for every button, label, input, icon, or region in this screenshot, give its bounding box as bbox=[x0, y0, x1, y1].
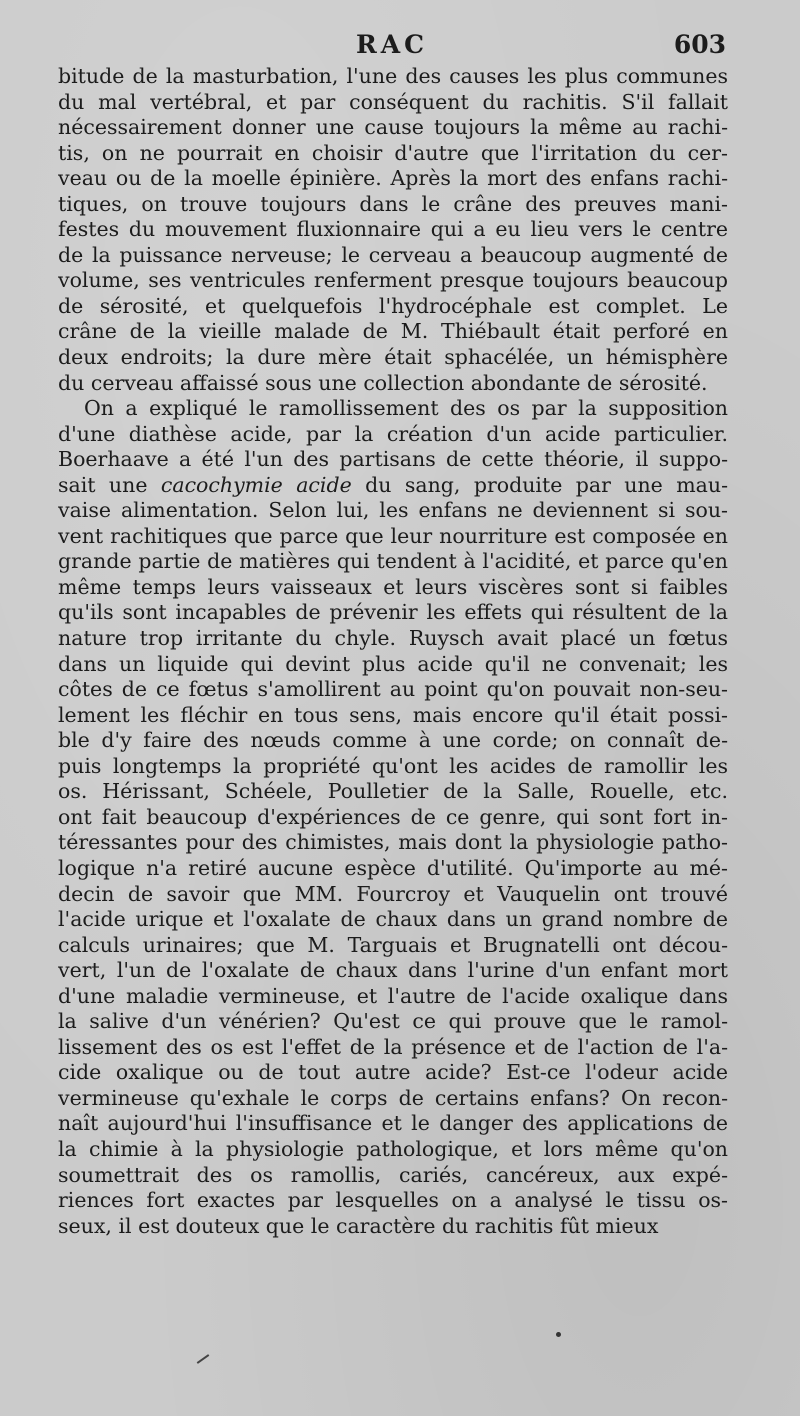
text-line: logique n'a retiré aucune espèce d'utilité. Qu'importe au mé- bbox=[58, 855, 728, 880]
text-line: ont fait beaucoup d'expériences de ce genre, qui sont fort in- bbox=[58, 804, 728, 829]
text-line: téressantes pour des chimistes, mais dont la physiologie patho- bbox=[58, 830, 728, 855]
text-line: dans un liquide qui devint plus acide qu'il ne convenait; les bbox=[58, 651, 728, 676]
text-line: seux, il est douteux que le caractère du rachitis fût mieux bbox=[58, 1213, 659, 1238]
text-line: soumettrait des os ramollis, cariés, cancéreux, aux expé- bbox=[58, 1162, 728, 1187]
text-line: grande partie de matières qui tendent à l'acidité, et parce qu'en bbox=[58, 549, 728, 574]
text-line: côtes de ce fœtus s'amollirent au point qu'on pouvait non-seu- bbox=[58, 677, 728, 702]
text-line: ble d'y faire des nœuds comme à une corde; on connaît de- bbox=[58, 728, 728, 753]
text-line: Boerhaave a été l'un des partisans de cette théorie, il suppo- bbox=[58, 447, 728, 472]
page-number: 603 bbox=[673, 30, 726, 59]
text-line: crâne de la vieille malade de M. Thiébault était perforé en bbox=[58, 319, 728, 344]
text-line: On a expliqué le ramollissement des os par la supposition bbox=[84, 396, 728, 421]
text-line: riences fort exactes par lesquelles on a analysé le tissu os- bbox=[58, 1188, 728, 1213]
scan-scratch bbox=[197, 1354, 210, 1364]
text-line: du cerveau affaissé sous une collection abondante de sérosité. bbox=[58, 370, 708, 395]
text-line: cide oxalique ou de tout autre acide? Est-ce l'odeur acide bbox=[58, 1060, 728, 1085]
text-line: deux endroits; la dure mère était sphacélée, un hémisphère bbox=[58, 345, 728, 370]
running-head: RAC bbox=[355, 30, 429, 59]
text-line: festes du mouvement fluxionnaire qui a eu lieu vers le centre bbox=[58, 217, 728, 242]
text-line: lement les fléchir en tous sens, mais encore qu'il était possi- bbox=[58, 702, 728, 727]
text-line: sait une cacochymie acide du sang, produite par une mau- bbox=[58, 472, 728, 497]
text-line: l'acide urique et l'oxalate de chaux dans un grand nombre de bbox=[58, 907, 728, 932]
text-line: tis, on ne pourrait en choisir d'autre que l'irritation du cer- bbox=[58, 140, 728, 165]
text-line: vent rachitiques que parce que leur nourriture est composée en bbox=[58, 523, 728, 548]
text-line: qu'ils sont incapables de prévenir les effets qui résultent de la bbox=[58, 600, 728, 625]
text-line: tiques, on trouve toujours dans le crâne des preuves mani- bbox=[58, 191, 728, 216]
text-line: d'une diathèse acide, par la création d'un acide particulier. bbox=[58, 421, 728, 446]
text-line: volume, ses ventricules renferment presque toujours beaucoup bbox=[58, 268, 728, 293]
text-line: de sérosité, et quelquefois l'hydrocéphale est complet. Le bbox=[58, 293, 728, 318]
text-line: vert, l'un de l'oxalate de chaux dans l'urine d'un enfant mort bbox=[58, 958, 728, 983]
text-line: decin de savoir que MM. Fourcroy et Vauquelin ont trouvé bbox=[58, 881, 728, 906]
text-line: vaise alimentation. Selon lui, les enfans ne deviennent si sou- bbox=[58, 498, 728, 523]
text-line: calculs urinaires; que M. Targuais et Brugnatelli ont décou- bbox=[58, 932, 728, 957]
scan-speck bbox=[556, 1332, 561, 1337]
body-text bbox=[58, 64, 728, 1239]
text-line: la salive d'un vénérien? Qu'est ce qui prouve que le ramol- bbox=[58, 1009, 728, 1034]
text-line: naît aujourd'hui l'insuffisance et le danger des applications de bbox=[58, 1111, 728, 1136]
text-line: du mal vertébral, et par conséquent du rachitis. S'il fallait bbox=[58, 89, 728, 114]
text-line: même temps leurs vaisseaux et leurs viscères sont si faibles bbox=[58, 574, 728, 599]
text-line: d'une maladie vermineuse, et l'autre de l'acide oxalique dans bbox=[58, 983, 728, 1008]
text-line: veau ou de la moelle épinière. Après la mort des enfans rachi- bbox=[58, 166, 728, 191]
text-line: de la puissance nerveuse; le cerveau a beaucoup augmenté de bbox=[58, 242, 728, 267]
text-line: lissement des os est l'effet de la présence et de l'action de l'a- bbox=[58, 1034, 728, 1059]
text-line: os. Hérissant, Schéele, Poulletier de la Salle, Rouelle, etc. bbox=[58, 779, 728, 804]
text-line: la chimie à la physiologie pathologique, et lors même qu'on bbox=[58, 1136, 728, 1161]
page-header bbox=[58, 30, 726, 64]
text-line: puis longtemps la propriété qu'ont les acides de ramollir les bbox=[58, 753, 728, 778]
text-line: nature trop irritante du chyle. Ruysch avait placé un fœtus bbox=[58, 626, 728, 651]
text-line: bitude de la masturbation, l'une des causes les plus communes bbox=[58, 64, 728, 88]
text-line: nécessairement donner une cause toujours la même au rachi- bbox=[58, 115, 728, 140]
text-line: vermineuse qu'exhale le corps de certains enfans? On recon- bbox=[58, 1085, 728, 1110]
